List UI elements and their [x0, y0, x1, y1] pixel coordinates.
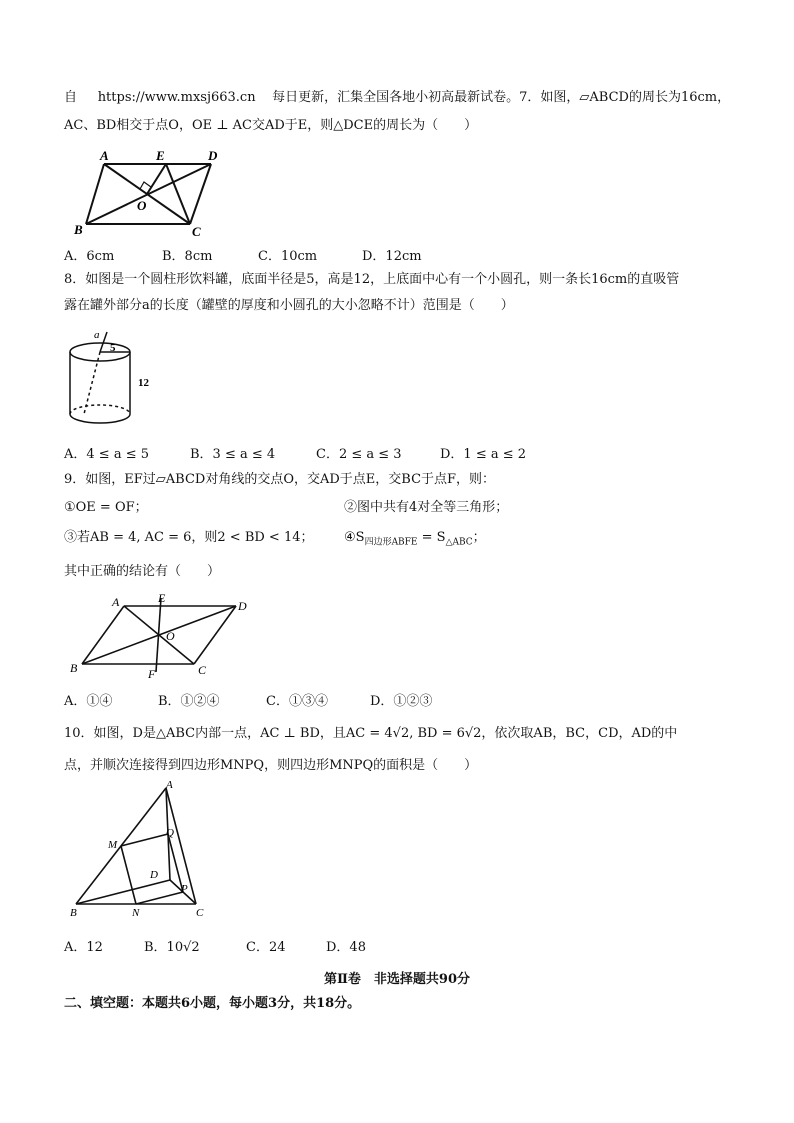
q9-statement-2: ②图中共有4对全等三角形； — [344, 500, 509, 515]
header-url[interactable]: https://www.mxsj663.cn — [97, 90, 256, 105]
q9-question: 其中正确的结论有（ ） — [64, 564, 221, 579]
q8-option-c[interactable]: C．2 ≤ a ≤ 3 — [316, 447, 402, 462]
q10-triangle-figure — [66, 780, 226, 922]
q8-cylinder-figure — [62, 322, 162, 438]
q9-s4-main: ④S — [344, 530, 365, 545]
q8-line2: 露在罐外部分a的长度（罐壁的厚度和小圆孔的大小忽略不计）范围是（ ） — [64, 298, 514, 313]
q9-label-o: O — [166, 629, 175, 643]
header-tagline: 每日更新，汇集全国各地小初高最新试卷。 — [272, 90, 520, 105]
q9-s4-sub1: 四边形ABFE — [364, 537, 418, 548]
q10-line1: 10．如图，D是△ABC内部一点，AC ⊥ BD，且AC = 4√2, BD = 6√2，依次取AB，BC，CD，AD的中 — [64, 726, 678, 741]
q8-line1: 8．如图是一个圆柱形饮料罐，底面半径是5，高是12，上底面中心有一个小圆孔，则一条长16cm的直吸管 — [64, 272, 680, 287]
q9-statement-4 — [344, 526, 486, 548]
q10-label-a: A — [166, 780, 173, 791]
q7-parallelogram-figure — [70, 144, 230, 240]
q8-label-a: a — [94, 329, 100, 341]
q10-label-p: P — [181, 883, 188, 895]
q9-option-a[interactable]: A．①④ — [64, 694, 113, 709]
q10-option-a[interactable]: A．12 — [64, 940, 103, 955]
q9-label-f: F — [148, 667, 156, 681]
q9-statement-1: ①OE = OF； — [64, 500, 148, 515]
q7-label-b: B — [74, 222, 83, 237]
q10-option-d[interactable]: D．48 — [326, 940, 366, 955]
q9-s4-sub2: △ABC — [445, 537, 473, 548]
q7-line1: 7．如图，▱ABCD的周长为16cm， — [519, 90, 731, 105]
q8-option-a[interactable]: A．4 ≤ a ≤ 5 — [64, 447, 149, 462]
header-line — [64, 88, 730, 108]
section-title: 第Ⅱ卷 非选择题共90分 — [323, 972, 471, 987]
q8-option-d[interactable]: D．1 ≤ a ≤ 2 — [440, 447, 527, 462]
q8-option-b[interactable]: B．3 ≤ a ≤ 4 — [190, 447, 276, 462]
q9-label-e: E — [158, 591, 166, 605]
q8-label-radius: 5 — [110, 342, 116, 354]
section-heading: 二、填空题：本题共6小题，每小题3分，共18分。 — [64, 996, 361, 1011]
q8-label-height: 12 — [138, 377, 149, 389]
q9-option-b[interactable]: B．①②④ — [158, 694, 220, 709]
header-prefix: 自 — [64, 90, 78, 105]
q10-label-b: B — [70, 907, 77, 919]
q7-label-c: C — [192, 224, 201, 239]
q9-label-a: A — [112, 595, 120, 609]
q10-option-b[interactable]: B．10√2 — [144, 940, 200, 955]
q7-option-b[interactable]: B．8cm — [162, 249, 213, 264]
q10-label-q: Q — [166, 827, 174, 839]
q7-line2: AC、BD相交于点O，OE ⊥ AC交AD于E，则△DCE的周长为（ ） — [64, 118, 478, 133]
q10-option-c[interactable]: C．24 — [246, 940, 286, 955]
q10-label-d: D — [150, 869, 158, 881]
q7-label-e: E — [156, 148, 165, 163]
q9-line1: 9．如图，EF过▱ABCD对角线的交点O，交AD于点E，交BC于点F，则： — [64, 472, 496, 487]
q7-option-d[interactable]: D．12cm — [362, 249, 422, 264]
q9-statement-3: ③若AB = 4, AC = 6，则2 < BD < 14； — [64, 530, 314, 545]
q9-option-c[interactable]: C．①③④ — [266, 694, 328, 709]
q10-label-c: C — [196, 907, 204, 919]
q10-line2: 点，并顺次连接得到四边形MNPQ，则四边形MNPQ的面积是（ ） — [64, 758, 478, 773]
q7-label-d: D — [208, 148, 218, 163]
q9-s4-end: ； — [472, 530, 486, 545]
q9-label-c: C — [198, 663, 207, 677]
q7-label-o: O — [137, 198, 147, 213]
q7-option-a[interactable]: A．6cm — [64, 249, 115, 264]
q9-label-b: B — [70, 661, 78, 675]
q9-option-d[interactable]: D．①②③ — [370, 694, 433, 709]
q7-option-c[interactable]: C．10cm — [258, 249, 318, 264]
q10-label-n: N — [132, 907, 140, 919]
q9-label-d: D — [238, 599, 247, 613]
q7-label-a: A — [100, 148, 109, 163]
q9-parallelogram-figure — [64, 590, 264, 682]
q10-label-m: M — [108, 839, 118, 851]
q9-s4-mid: = S — [417, 530, 446, 545]
